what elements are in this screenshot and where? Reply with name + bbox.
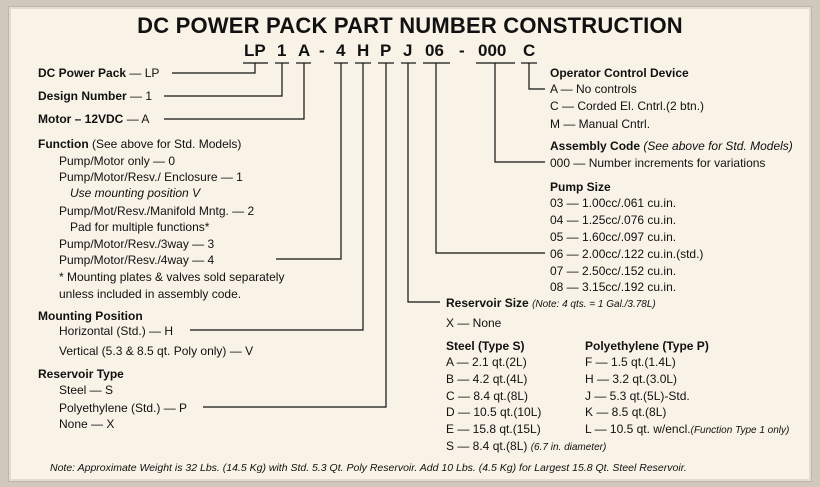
assembly-code-item: 000 — Number increments for variations xyxy=(550,156,766,170)
steel-item: B — 4.2 qt.(4L) xyxy=(446,372,528,386)
pump-size-item: 04 — 1.25cc/.076 cu.in. xyxy=(550,213,677,227)
mounting-item: Horizontal (Std.) — H xyxy=(59,324,174,338)
function-heading xyxy=(38,137,241,151)
pn-dash-2: - xyxy=(459,41,465,60)
reservoir-type-item: None — X xyxy=(59,417,115,431)
pn-motor: A xyxy=(298,41,311,60)
function-item: Pump/Mot/Resv./Manifold Mntg. — 2 xyxy=(59,204,255,218)
mounting-position-label: Mounting Position xyxy=(38,309,143,323)
motor-label: Motor – 12VDC xyxy=(38,112,124,126)
reservoir-size-heading xyxy=(446,296,656,312)
mounting-item: Vertical (5.3 & 8.5 qt. Poly only) — V xyxy=(59,344,254,358)
motor-value: — A xyxy=(126,112,150,126)
pump-size-item: 08 — 3.15cc/.192 cu.in. xyxy=(550,280,677,294)
pn-dash-1: - xyxy=(319,41,325,60)
steel-item-s-text: S — 8.4 qt.(8L) xyxy=(446,439,528,453)
pump-size-item: 06 — 2.00cc/.122 cu.in.(std.) xyxy=(550,247,704,261)
poly-item-l-text: L — 10.5 qt. w/encl. xyxy=(585,422,691,436)
poly-item: J — 5.3 qt.(5L)-Std. xyxy=(585,389,690,403)
pn-lp: LP xyxy=(244,41,266,60)
page-title: DC POWER PACK PART NUMBER CONSTRUCTION xyxy=(137,13,683,38)
assembly-code-heading xyxy=(550,139,793,153)
steel-item: E — 15.8 qt.(15L) xyxy=(446,422,541,436)
operator-control-item: M — Manual Cntrl. xyxy=(550,117,651,131)
steel-item: C — 8.4 qt.(8L) xyxy=(446,389,529,403)
function-item: Pump/Motor only — 0 xyxy=(59,154,176,168)
steel-item-s-note: (6.7 in. diameter) xyxy=(530,442,607,453)
function-footnote: unless included in assembly code. xyxy=(59,287,242,301)
steel-item: D — 10.5 qt.(10L) xyxy=(446,405,542,419)
dc-power-pack-value: — LP xyxy=(129,66,160,80)
poly-label: Polyethylene (Type P) xyxy=(585,339,709,353)
design-number-row xyxy=(38,89,152,103)
operator-control-label: Operator Control Device xyxy=(550,66,689,80)
pn-reservoir-type: P xyxy=(380,41,392,60)
reservoir-type-item: Steel — S xyxy=(59,383,114,397)
pump-size-label: Pump Size xyxy=(550,180,611,194)
design-number-value: — 1 xyxy=(130,89,153,103)
assembly-code-note: (See above for Std. Models) xyxy=(643,139,793,153)
design-number-label: Design Number xyxy=(38,89,127,103)
pn-mounting: H xyxy=(357,41,370,60)
pn-reservoir-size: J xyxy=(403,41,413,60)
poly-item: H — 3.2 qt.(3.0L) xyxy=(585,372,678,386)
pn-control: C xyxy=(523,41,536,60)
reservoir-size-label: Reservoir Size xyxy=(446,296,529,310)
dc-power-pack-row xyxy=(38,66,159,80)
operator-control-item: A — No controls xyxy=(550,82,637,96)
poly-item: F — 1.5 qt.(1.4L) xyxy=(585,355,676,369)
assembly-code-label: Assembly Code xyxy=(550,139,641,153)
pn-pump-size: 06 xyxy=(425,41,444,60)
pn-design: 1 xyxy=(277,41,287,60)
function-item-note: Pad for multiple functions* xyxy=(70,220,210,234)
poly-item-l-note: (Function Type 1 only) xyxy=(690,425,790,436)
steel-item: A — 2.1 qt.(2L) xyxy=(446,355,527,369)
pump-size-item: 07 — 2.50cc/.152 cu.in. xyxy=(550,264,677,278)
reservoir-size-none: X — None xyxy=(446,316,502,330)
poly-item: K — 8.5 qt.(8L) xyxy=(585,405,667,419)
function-item: Pump/Motor/Resv./4way — 4 xyxy=(59,253,215,267)
function-item: Pump/Motor/Resv./3way — 3 xyxy=(59,237,215,251)
pn-assembly: 000 xyxy=(478,41,507,60)
function-item-note: Use mounting position V xyxy=(70,186,201,200)
function-label: Function xyxy=(38,137,89,151)
dc-power-pack-label: DC Power Pack xyxy=(38,66,127,80)
reservoir-type-item: Polyethylene (Std.) — P xyxy=(59,401,188,415)
reservoir-type-label: Reservoir Type xyxy=(38,367,124,381)
steel-item-s xyxy=(446,439,606,455)
function-footnote: * Mounting plates & valves sold separately xyxy=(59,270,285,284)
poly-item-l xyxy=(585,422,789,438)
function-note: (See above for Std. Models) xyxy=(92,137,242,151)
pump-size-item: 05 — 1.60cc/.097 cu.in. xyxy=(550,230,677,244)
reservoir-size-note: (Note: 4 qts. = 1 Gal./3.78L) xyxy=(532,299,656,310)
pump-size-item: 03 — 1.00cc/.061 cu.in. xyxy=(550,196,677,210)
footnote: Note: Approximate Weight is 32 Lbs. (14.5 Kg) with Std. 5.3 Qt. Poly Reservoir. Add 10 Lbs. (4.5 Kg) for Largest 15.8 Qt. Steel Reservoir. xyxy=(50,462,687,474)
motor-row xyxy=(38,112,149,126)
function-item: Pump/Motor/Resv./ Enclosure — 1 xyxy=(59,170,243,184)
steel-label: Steel (Type S) xyxy=(446,339,525,353)
operator-control-item: C — Corded El. Cntrl.(2 btn.) xyxy=(550,99,705,113)
pn-function: 4 xyxy=(336,41,346,60)
